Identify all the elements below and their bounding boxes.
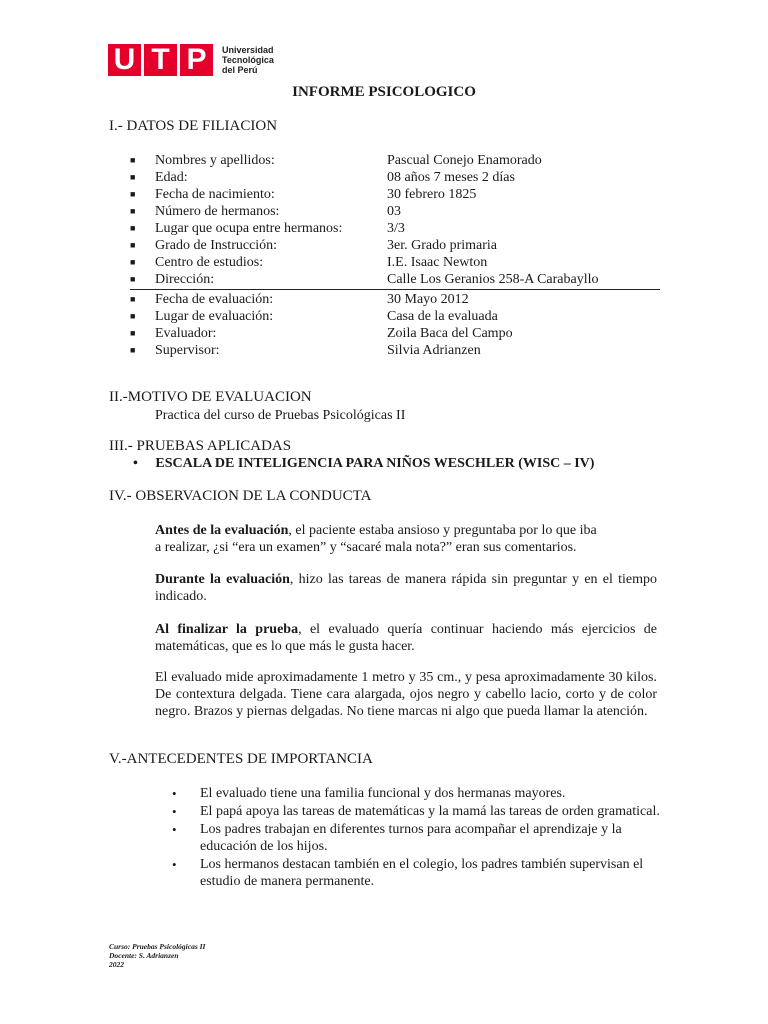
antecedentes-list (172, 785, 662, 891)
list-item-text: Los hermanos destacan también en el colegio, los padres también supervisan el estudio de manera permanente. (200, 857, 644, 889)
list-item-text: El papá apoya las tareas de matemáticas y la mamá las tareas de orden gramatical. (200, 804, 660, 819)
paragraph-antes (155, 522, 657, 556)
paragraph-antes-bold: Antes de la evaluación (155, 523, 289, 538)
filiation-label: Lugar que ocupa entre hermanos: (155, 221, 343, 236)
filiation-row (130, 254, 670, 271)
filiation-value: 30 febrero 1825 (387, 187, 477, 202)
filiation-row (130, 291, 670, 308)
filiation-value: Zoila Baca del Campo (387, 326, 513, 341)
list-item (172, 856, 662, 890)
filiation-label: Dirección: (155, 272, 215, 287)
filiation-value: 03 (387, 204, 401, 219)
filiation-row (130, 186, 670, 203)
bullet-dot: • (172, 857, 177, 872)
utp-logo (108, 42, 274, 78)
filiation-value: Casa de la evaluada (387, 309, 498, 324)
footer-course: Curso: Pruebas Psicológicas II (109, 942, 206, 951)
filiation-value: 3/3 (387, 221, 405, 236)
motivo-text: Practica del curso de Pruebas Psicológicas II (155, 408, 406, 423)
logo-line-3: del Perú (222, 65, 258, 75)
paragraph-durante-text: , hizo las tareas de manera rápida sin preguntar y en el tiempo indicado. (155, 572, 657, 604)
paragraph-finalizar-text: , el evaluado quería continuar haciendo más ejercicios de matemáticas, que es lo que más le gusta hacer. (155, 622, 657, 654)
filiation-value: Calle Los Geranios 258-A Carabayllo (387, 272, 599, 287)
filiation-label: Grado de Instrucción: (155, 238, 278, 253)
section-5-heading: V.-ANTECEDENTES DE IMPORTANCIA (109, 751, 373, 767)
filiation-row (130, 152, 670, 169)
filiation-value: 08 años 7 meses 2 días (387, 170, 515, 185)
filiation-label: Supervisor: (155, 343, 220, 358)
paragraph-antes-line1: , el paciente estaba ansioso y preguntaba por lo que iba (288, 523, 597, 538)
square-bullet-icon: ■ (130, 155, 136, 165)
filiation-row (130, 169, 670, 186)
filiation-label: Fecha de nacimiento: (155, 187, 275, 202)
logo-letter-u: U (108, 44, 141, 76)
square-bullet-icon: ■ (130, 345, 136, 355)
bullet-dot: • (172, 804, 177, 819)
paragraph-durante-bold: Durante la evaluación (155, 572, 290, 587)
logo-text (222, 45, 274, 75)
filiation-row (130, 325, 670, 342)
page-footer (109, 942, 205, 969)
test-item-label: ESCALA DE INTELIGENCIA PARA NIÑOS WESCHLER (WISC – IV) (155, 456, 595, 471)
section-3-heading: III.- PRUEBAS APLICADAS (109, 438, 292, 454)
square-bullet-icon: ■ (130, 257, 136, 267)
footer-year: 2022 (109, 960, 124, 969)
square-bullet-icon: ■ (130, 240, 136, 250)
filiation-row (130, 237, 670, 254)
square-bullet-icon: ■ (130, 311, 136, 321)
list-item-text: Los padres trabajan en diferentes turnos para acompañar el aprendizaje y la educación de los hijos. (200, 822, 622, 854)
list-item (172, 821, 662, 855)
logo-letter-p: P (180, 44, 213, 76)
filiation-row (130, 271, 670, 288)
paragraph-descripcion: El evaluado mide aproximadamente 1 metro y 35 cm., y pesa aproximadamente 30 kilos. De contextura delgada. Tiene cara alargada, ojos negro y cabello lacio, corto y de color negro. Brazos y piernas delgadas. No tiene marcas ni algo que pueda llamar la atención. (155, 670, 657, 719)
logo-line-1: Universidad (222, 45, 274, 55)
paragraph-durante (155, 571, 657, 605)
filiation-value: Pascual Conejo Enamorado (387, 153, 542, 168)
filiation-label: Nombres y apellidos: (155, 153, 275, 168)
square-bullet-icon: ■ (130, 328, 136, 338)
section-1-heading: I.- DATOS DE FILIACION (109, 118, 278, 134)
square-bullet-icon: ■ (130, 274, 136, 284)
filiation-value: 3er. Grado primaria (387, 238, 498, 253)
filiation-label: Número de hermanos: (155, 204, 280, 219)
filiation-row (130, 203, 670, 220)
square-bullet-icon: ■ (130, 294, 136, 304)
filiation-value: Silvia Adrianzen (387, 343, 481, 358)
paragraph-finalizar (155, 621, 657, 655)
filiation-label: Centro de estudios: (155, 255, 264, 270)
logo-letter-t: T (144, 44, 177, 76)
bullet-dot: • (172, 786, 177, 801)
document-title: INFORME PSICOLOGICO (292, 84, 476, 100)
section-2-heading: II.-MOTIVO DE EVALUACION (109, 389, 312, 405)
list-item (172, 785, 662, 802)
list-item-text: El evaluado tiene una familia funcional y dos hermanas mayores. (200, 786, 566, 801)
filiation-label: Edad: (155, 170, 188, 185)
paragraph-finalizar-bold: Al finalizar la prueba (155, 622, 299, 637)
bullet-dot: • (133, 456, 138, 471)
list-item (172, 803, 662, 820)
paragraph-antes-line2: a realizar, ¿si “era un examen” y “sacaré mala nota?” eran sus comentarios. (155, 540, 577, 555)
square-bullet-icon: ■ (130, 189, 136, 199)
filiation-row (130, 220, 670, 237)
logo-line-2: Tecnológica (222, 55, 274, 65)
section-4-heading: IV.- OBSERVACION DE LA CONDUCTA (109, 488, 372, 504)
square-bullet-icon: ■ (130, 206, 136, 216)
bullet-dot: • (172, 822, 177, 837)
footer-teacher: Docente: S. Adrianzen (109, 951, 179, 960)
filiation-row (130, 342, 670, 359)
filiation-label: Evaluador: (155, 326, 217, 341)
test-item (133, 456, 594, 472)
square-bullet-icon: ■ (130, 172, 136, 182)
filiation-label: Lugar de evaluación: (155, 309, 274, 324)
filiation-value: 30 Mayo 2012 (387, 292, 469, 307)
filiation-label: Fecha de evaluación: (155, 292, 274, 307)
filiation-row (130, 308, 670, 325)
divider-line (130, 289, 660, 290)
filiation-value: I.E. Isaac Newton (387, 255, 488, 270)
square-bullet-icon: ■ (130, 223, 136, 233)
